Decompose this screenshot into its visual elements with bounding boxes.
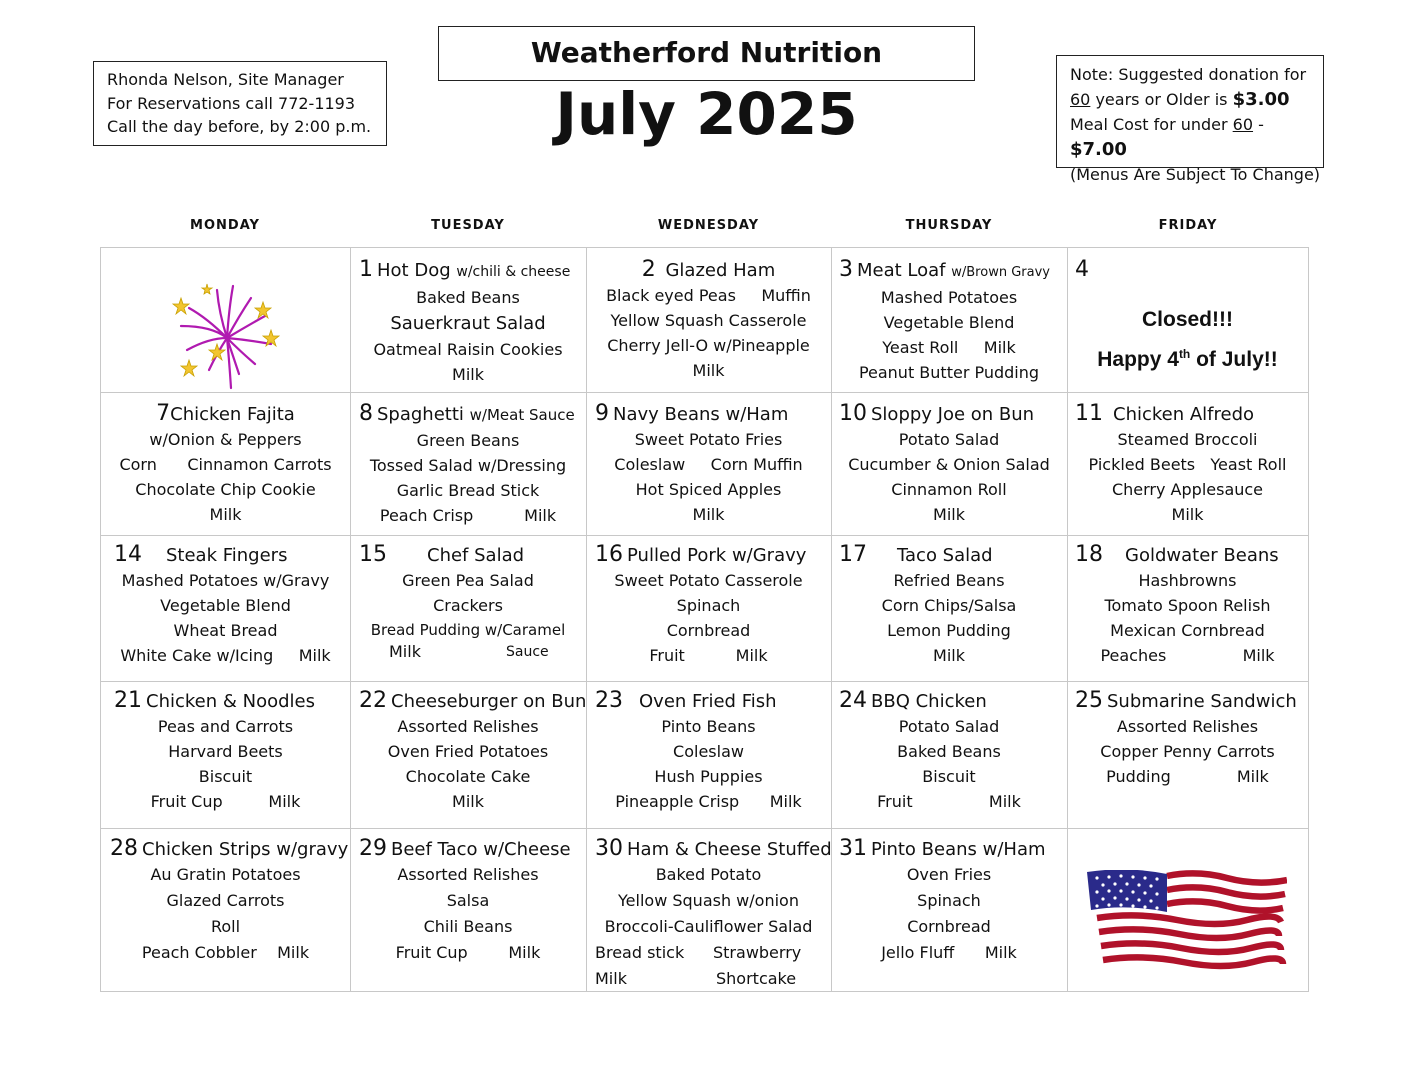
day-cell-22: 22 Cheeseburger on Bun Assorted Relishes Oven Fried Potatoes Chocolate Cake Milk: [359, 688, 587, 811]
day-cell-28: 28 Chicken Strips w/gravy Au Gratin Potatoes Glazed Carrots Roll Peach Cobbler Milk: [110, 836, 349, 962]
day-cell-31: 31 Pinto Beans w/Ham Oven Fries Spinach Cornbread Jello Fluff Milk: [839, 836, 1046, 962]
note-line-4: (Menus Are Subject To Change): [1070, 165, 1321, 184]
day-cell-14: 14 Steak Fingers Mashed Potatoes w/Gravy Vegetable Blend Wheat Bread White Cake w/Icing Milk: [114, 542, 331, 665]
day-cell-2: 2 Glazed Ham Black eyed Peas Muffin Yellow Squash Casserole Cherry Jell-O w/Pineapple Milk: [606, 257, 811, 380]
day-cell-16: 16 Pulled Pork w/Gravy Sweet Potato Casserole Spinach Cornbread Fruit Milk: [595, 542, 807, 665]
day-cell-30: 30 Ham & Cheese Stuffed Baked Potato Yellow Squash w/onion Broccoli-Cauliflower Salad Bread stick Strawberry Milk Shortcake: [595, 836, 832, 988]
day-cell-4: 4 Closed!!! Happy 4th of July!!: [1067, 248, 1308, 392]
calendar-grid: [100, 247, 1309, 992]
donation-note-box: [1056, 55, 1324, 184]
manager-name: Rhonda Nelson, Site Manager: [107, 70, 344, 89]
month-heading: July 2025: [555, 80, 858, 148]
day-header-tuesday: TUESDAY: [431, 218, 505, 233]
note-line-3: Meal Cost for under 60 - $7.00: [1070, 115, 1264, 160]
day-cell-29: 29 Beef Taco w/Cheese Assorted Relishes Salsa Chili Beans Fruit Cup Milk: [359, 836, 571, 962]
fireworks-icon: [167, 278, 287, 390]
day-cell-23: 23 Oven Fried Fish Pinto Beans Coleslaw Hush Puppies Pineapple Crisp Milk: [595, 688, 802, 811]
day-cell-17: 17 Taco Salad Refried Beans Corn Chips/Salsa Lemon Pudding Milk: [839, 542, 1017, 665]
site-manager-box: [93, 61, 387, 146]
meal-cost-price: $7.00: [1070, 139, 1127, 160]
donation-price: $3.00: [1232, 89, 1290, 110]
page-title: Weatherford Nutrition: [438, 26, 975, 81]
day-cell-25: 25 Submarine Sandwich Assorted Relishes Copper Penny Carrots Pudding Milk: [1075, 688, 1297, 786]
day-cell-15: 15 Chef Salad Green Pea Salad Crackers Bread Pudding w/Caramel Milk Sauce: [359, 542, 566, 661]
day-cell-9: 9 Navy Beans w/Ham Sweet Potato Fries Coleslaw Corn Muffin Hot Spiced Apples Milk: [595, 401, 803, 524]
note-age-2: 60: [1232, 115, 1254, 134]
day-header-monday: MONDAY: [190, 218, 260, 233]
day-cell-24: 24 BBQ Chicken Potato Salad Baked Beans Biscuit Fruit Milk: [839, 688, 1021, 811]
day-header-thursday: THURSDAY: [905, 218, 993, 233]
day-cell-18: 18 Goldwater Beans Hashbrowns Tomato Spoon Relish Mexican Cornbread Peaches Milk: [1075, 542, 1279, 665]
flag-cell: [1067, 828, 1308, 991]
day-header-friday: FRIDAY: [1158, 218, 1218, 233]
day-cell-3: 3 Meat Loaf w/Brown Gravy Mashed Potatoes Vegetable Blend Yeast Roll Milk Peanut Butter Pudding: [839, 257, 1050, 382]
day-cell-7: 7Chicken Fajita w/Onion & Peppers Corn Cinnamon Carrots Chocolate Chip Cookie Milk: [119, 401, 332, 524]
closed-label: Closed!!!: [1142, 308, 1233, 331]
day-cell-21: 21 Chicken & Noodles Peas and Carrots Harvard Beets Biscuit Fruit Cup Milk: [114, 688, 315, 811]
note-line-2: 60 years or Older is $3.00: [1070, 89, 1290, 110]
reservation-phone: For Reservations call 772-1193: [107, 93, 356, 113]
day-cell-10: 10 Sloppy Joe on Bun Potato Salad Cucumber & Onion Salad Cinnamon Roll Milk: [839, 401, 1050, 524]
day-cell-1: 1 Hot Dog w/chili & cheese Baked Beans Sauerkraut Salad Oatmeal Raisin Cookies Milk: [359, 257, 571, 384]
note-line-1: Note: Suggested donation for: [1070, 65, 1307, 84]
day-header-wednesday: WEDNESDAY: [657, 218, 760, 233]
american-flag-icon: [1087, 870, 1287, 974]
day-cell-11: 11 Chicken Alfredo Steamed Broccoli Pickled Beets Yeast Roll Cherry Applesauce Milk: [1075, 401, 1287, 524]
reservation-deadline: Call the day before, by 2:00 p.m.: [107, 117, 372, 136]
holiday-label: Happy 4th of July!!: [1097, 347, 1278, 371]
note-age-1: 60: [1070, 90, 1091, 109]
fireworks-cell: [101, 248, 350, 392]
day-cell-8: 8 Spaghetti w/Meat Sauce Green Beans Tossed Salad w/Dressing Garlic Bread Stick Peach Crisp Milk: [359, 401, 575, 525]
